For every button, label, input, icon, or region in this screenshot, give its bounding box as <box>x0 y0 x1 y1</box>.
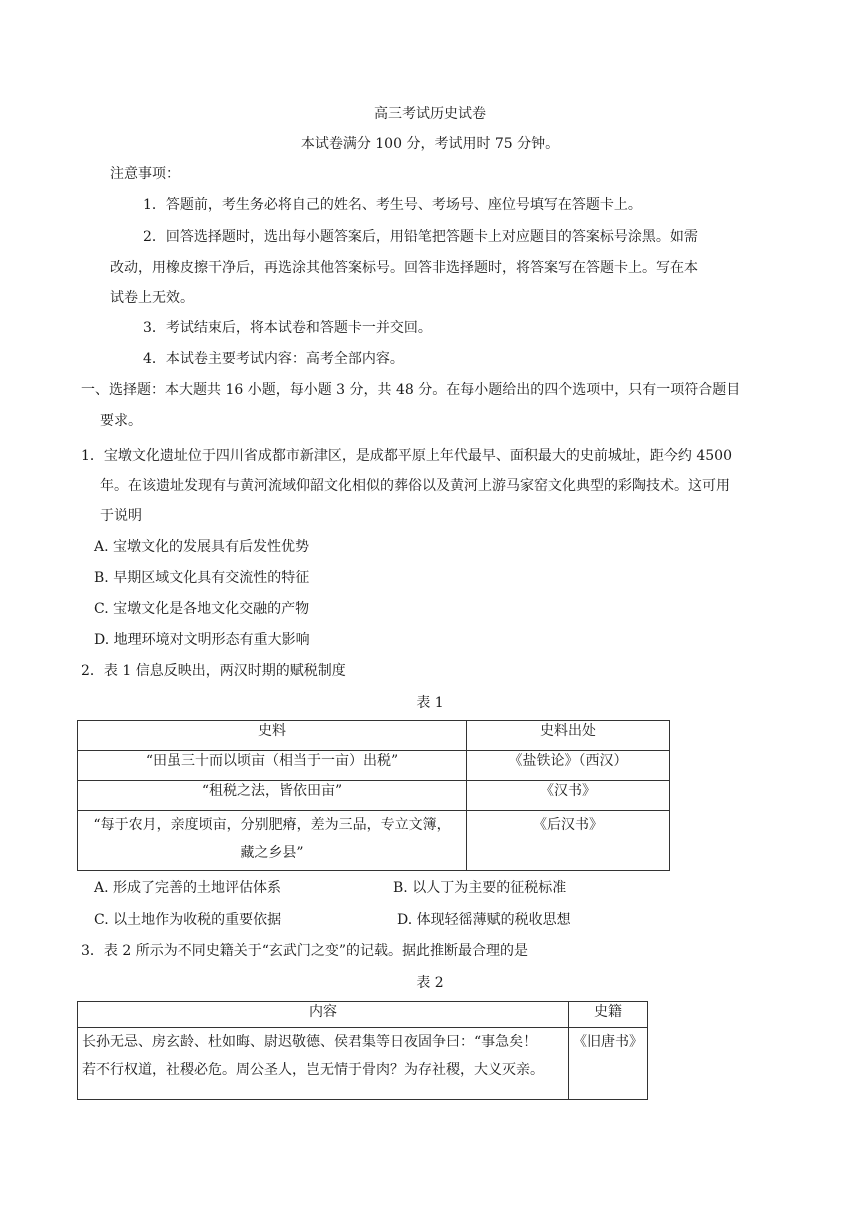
notice-item-2: 2．回答选择题时，选出每小题答案后，用铅笔把答题卡上对应题目的答案标号涂黑。如需 <box>143 229 698 245</box>
table-row <box>78 781 670 811</box>
table-1 <box>77 720 670 871</box>
table-cell: “租税之法，皆依田亩” <box>78 781 467 811</box>
notice-item-3: 3．考试结束后，将本试卷和答题卡一并交回。 <box>143 320 432 336</box>
table-cell <box>78 1028 569 1100</box>
notice-item-2-cont: 试卷上无效。 <box>110 290 194 306</box>
section-heading-cont: 要求。 <box>100 413 142 429</box>
question-1-option-c: C. 宝墩文化是各地文化交融的产物 <box>94 601 310 617</box>
question-1-option-b: B. 早期区域文化具有交流性的特征 <box>94 570 310 586</box>
question-1-stem: 1．宝墩文化遗址位于四川省成都市新津区，是成都平原上年代最早、面积最大的史前城址，距今约 4500 <box>81 448 732 464</box>
question-2-option-a: A. 形成了完善的土地评估体系 <box>94 880 282 896</box>
question-2-option-c: C. 以土地作为收税的重要依据 <box>94 912 282 928</box>
question-1-stem-cont: 年。在该遗址发现有与黄河流域仰韶文化相似的葬俗以及黄河上游马家窑文化典型的彩陶技术。这可用 <box>100 478 730 494</box>
notice-item-2-cont: 改动，用橡皮擦干净后，再选涂其他答案标号。回答非选择题时，将答案写在答题卡上。写在本 <box>110 260 698 276</box>
table-header-cell: 史籍 <box>569 1002 648 1028</box>
table-cell-line: 藏之乡县” <box>240 845 304 861</box>
table-row <box>78 1028 648 1100</box>
table-header-row <box>78 1002 648 1028</box>
question-1-stem-cont: 于说明 <box>100 508 142 524</box>
table-2 <box>77 1001 648 1100</box>
notice-heading: 注意事项： <box>110 166 180 182</box>
notice-item-1: 1．答题前，考生务必将自己的姓名、考生号、考场号、座位号填写在答题卡上。 <box>143 197 642 213</box>
exam-title: 高三考试历史试卷 <box>374 106 486 122</box>
table-cell-line: 若不行权道，社稷必危。周公圣人，岂无情于骨肉？为存社稷，大义灭亲。 <box>82 1062 544 1078</box>
section-heading: 一、选择题：本大题共 16 小题，每小题 3 分，共 48 分。在每小题给出的四个选项中，只有一项符合题目 <box>81 382 741 398</box>
table-cell-line: “每于农月，亲度顷亩，分别肥瘠，差为三品，专立文簿， <box>93 817 451 833</box>
table-header-cell: 内容 <box>78 1002 569 1028</box>
question-1-option-a: A. 宝墩文化的发展具有后发性优势 <box>94 539 310 555</box>
table-cell <box>78 811 467 871</box>
question-2-option-d: D. 体现轻徭薄赋的税收思想 <box>397 912 571 928</box>
question-2-stem: 2．表 1 信息反映出，两汉时期的赋税制度 <box>81 663 346 679</box>
table-2-caption: 表 2 <box>416 975 444 991</box>
table-cell-line: 长孙无忌、房玄龄、杜如晦、尉迟敬德、侯君集等日夜固争曰：“事急矣！ <box>82 1034 538 1050</box>
table-cell: 《旧唐书》 <box>569 1028 648 1100</box>
table-row <box>78 751 670 781</box>
table-1-caption: 表 1 <box>416 695 444 711</box>
table-header-row <box>78 721 670 751</box>
table-header-cell: 史料 <box>78 721 467 751</box>
table-cell: 《后汉书》 <box>467 811 670 871</box>
question-2-option-b: B. 以人丁为主要的征税标准 <box>393 880 567 896</box>
table-cell: 《盐铁论》（西汉） <box>467 751 670 781</box>
table-header-cell: 史料出处 <box>467 721 670 751</box>
table-cell: 《汉书》 <box>467 781 670 811</box>
exam-subtitle: 本试卷满分 100 分，考试用时 75 分钟。 <box>300 136 560 152</box>
table-row <box>78 811 670 871</box>
notice-item-4: 4．本试卷主要考试内容：高考全部内容。 <box>143 351 404 367</box>
question-1-option-d: D. 地理环境对文明形态有重大影响 <box>94 632 310 648</box>
question-3-stem: 3．表 2 所示为不同史籍关于“玄武门之变”的记载。据此推断最合理的是 <box>81 943 529 959</box>
table-cell: “田虽三十而以顷亩（相当于一亩）出税” <box>78 751 467 781</box>
